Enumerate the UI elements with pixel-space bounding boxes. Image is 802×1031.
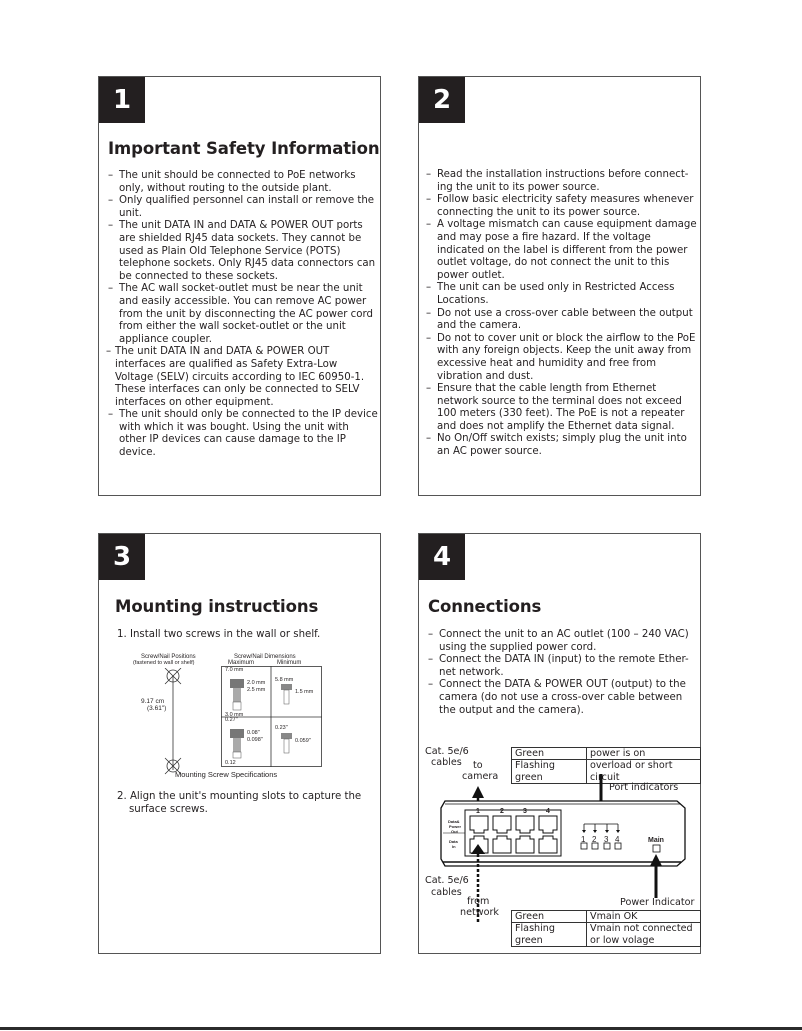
cable-bottom-label-1: Cat. 5e/6 [425, 875, 469, 886]
to-camera-label-2: camera [462, 771, 499, 782]
list-item: – Ensure that the cable length from Ethernet network source to the terminal does not exceed 100 meters (330 feet). The PoE is not a repeater and does not amplify the Ethernet data signal. [426, 383, 685, 432]
list-item: – A voltage mismatch can cause equipment damage and may pose a fire hazard. If the voltage indicated on the label is different from the power outlet voltage, do not connect the unit to this power outlet. [426, 219, 697, 281]
row-label-in-1: Data [449, 839, 458, 844]
safety-list [108, 170, 378, 460]
led-state: Green [512, 748, 587, 760]
from-network-label-1: from [467, 896, 490, 907]
main-led-label: Main [648, 837, 664, 844]
list-item: – The unit can be used only in Restricted Access Locations. [426, 282, 675, 306]
port-indicators-label: Port indicators [609, 782, 679, 793]
list-item: – The AC wall socket-outlet must be near the unit and easily accessible. You can remove AC power from the unit by disconnecting the AC power cord from either the wall socket-outlet or the unit appliance coupler. [108, 283, 373, 345]
list-item: – Connect the DATA & POWER OUT (output) to the camera (do not use a cross-over cable between the output and the camera). [428, 679, 686, 716]
led-meaning: Vmain OK [587, 911, 701, 923]
list-item: – Do not use a cross-over cable between the output and the camera. [426, 307, 693, 332]
figure-caption: Mounting Screw Specifications [175, 770, 278, 779]
led-meaning: power is on [587, 748, 701, 760]
section-number-badge: 2 [419, 77, 465, 123]
list-item: – The unit should be connected to PoE networks only, without routing to the outside plant. [108, 170, 356, 194]
list-item: – Only qualified personnel can install or remove the unit. [108, 195, 375, 219]
screw-positions-drawing [151, 668, 211, 778]
spacing-cm: 9.17 cm [141, 698, 165, 705]
cable-bottom-label-2: cables [431, 887, 462, 898]
min-mm-clear: 1.5 mm [295, 689, 314, 695]
table-row [512, 923, 701, 947]
positions-subtitle: (fastened to wall or shelf) [133, 660, 195, 666]
max-in-head: 0.27" [225, 717, 238, 723]
row-label-out-3: Out [451, 829, 458, 834]
list-item: – The unit DATA IN and DATA & POWER OUT interfaces are qualified as Safety Extra-Low Voltage (SELV) circuits according to IEC 60950-1. These interfaces can only be connected to SELV interfaces on other equipment. [106, 346, 365, 408]
cable-top-label-1: Cat. 5e/6 [425, 746, 469, 757]
cable-top-label-2: cables [431, 757, 462, 768]
led-meaning: Vmain not connected or low volage [587, 923, 701, 947]
section-number-badge: 1 [99, 77, 145, 123]
min-in-clear: 0.059" [295, 738, 311, 744]
max-mm-height: 2.0 mm [247, 680, 266, 686]
port-number-1: 1 [476, 808, 480, 815]
to-camera-label-1: to [473, 760, 483, 771]
spacing-in: (3.61") [147, 705, 167, 712]
col-minimum: Minimum [277, 660, 302, 666]
mounting-step-2: 2. Align the unit's mounting slots to capture the surface screws. [117, 791, 362, 815]
list-item: – Read the installation instructions before connect-ing the unit to its power source. [426, 169, 689, 193]
section-title: Mounting instructions [115, 597, 319, 616]
list-item: – Connect the DATA IN (input) to the remote Ether-net network. [428, 654, 689, 678]
list-item: – The unit DATA IN and DATA & POWER OUT ports are shielded RJ45 data sockets. They cannot be used as Plain Old Telephone Service (POTS) telephone sockets. Only RJ45 data connectors can be connected to these sockets. [108, 220, 376, 282]
led-number-3: 3 [604, 835, 609, 844]
max-in-height: 0.08" [247, 730, 260, 736]
dims-title: Screw/Nail Dimensions [234, 654, 296, 660]
table-row [512, 748, 701, 760]
min-mm-head: 5.8 mm [275, 677, 294, 683]
mounting-step-1: 1. Install two screws in the wall or shelf. [117, 629, 321, 640]
list-item: – Connect the unit to an AC outlet (100 – 240 VAC) using the supplied power cord. [428, 629, 689, 653]
panel-safety-continued [418, 76, 701, 496]
panel-safety-information [98, 76, 381, 496]
page-bottom-rule [0, 1027, 802, 1030]
led-meaning: overload or short circuit [587, 760, 701, 784]
list-item: – Do not to cover unit or block the airflow to the PoE with any foreign objects. Keep the unit away from excessive heat and humidity and free from vibration and dust. [426, 332, 696, 382]
max-mm-shank: 3.0 mm [225, 712, 244, 718]
led-state: Green [512, 911, 587, 923]
led-number-2: 2 [592, 835, 597, 844]
safety-list [426, 169, 700, 459]
led-state: Flashing green [512, 923, 587, 947]
section-number-badge: 4 [419, 534, 465, 580]
port-number-4: 4 [546, 808, 550, 815]
power-indicator-label: Power Indicator [620, 897, 695, 908]
list-item: – Follow basic electricity safety measures whenever connecting the unit to its power source. [426, 194, 694, 218]
connections-list [428, 629, 700, 717]
positions-title: Screw/Nail Positions [141, 654, 196, 660]
col-maximum: Maximum [228, 660, 255, 666]
section-number-badge: 3 [99, 534, 145, 580]
led-number-1: 1 [581, 835, 586, 844]
panel-mounting-instructions [98, 533, 381, 954]
mounting-screw-figure [131, 652, 331, 777]
max-mm-clear: 2.5 mm [247, 687, 266, 693]
max-mm-head: 7.0 mm [225, 667, 244, 673]
power-indicator-table [511, 910, 701, 947]
port-number-3: 3 [523, 808, 527, 815]
panel-connections [418, 533, 701, 954]
max-in-shank: 0.12 [225, 760, 236, 766]
led-state: Flashing green [512, 760, 587, 784]
table-row [512, 911, 701, 923]
led-number-4: 4 [615, 835, 620, 844]
min-in-head: 0.23" [275, 725, 288, 731]
max-in-clear: 0.098" [247, 737, 263, 743]
list-item: – The unit should only be connected to the IP device with which it was bought. Using the unit with other IP devices can cause damage to the IP device. [108, 409, 378, 459]
list-item: – No On/Off switch exists; simply plug the unit into an AC power source. [426, 433, 687, 458]
port-number-2: 2 [500, 808, 504, 815]
row-label-in-2: In [452, 844, 456, 849]
row-label-out-2: Power [449, 824, 462, 829]
from-network-label-2: network [460, 907, 499, 918]
section-title: Important Safety Information [108, 139, 380, 158]
row-label-out-1: Data& [448, 819, 460, 824]
section-title: Connections [428, 597, 542, 616]
